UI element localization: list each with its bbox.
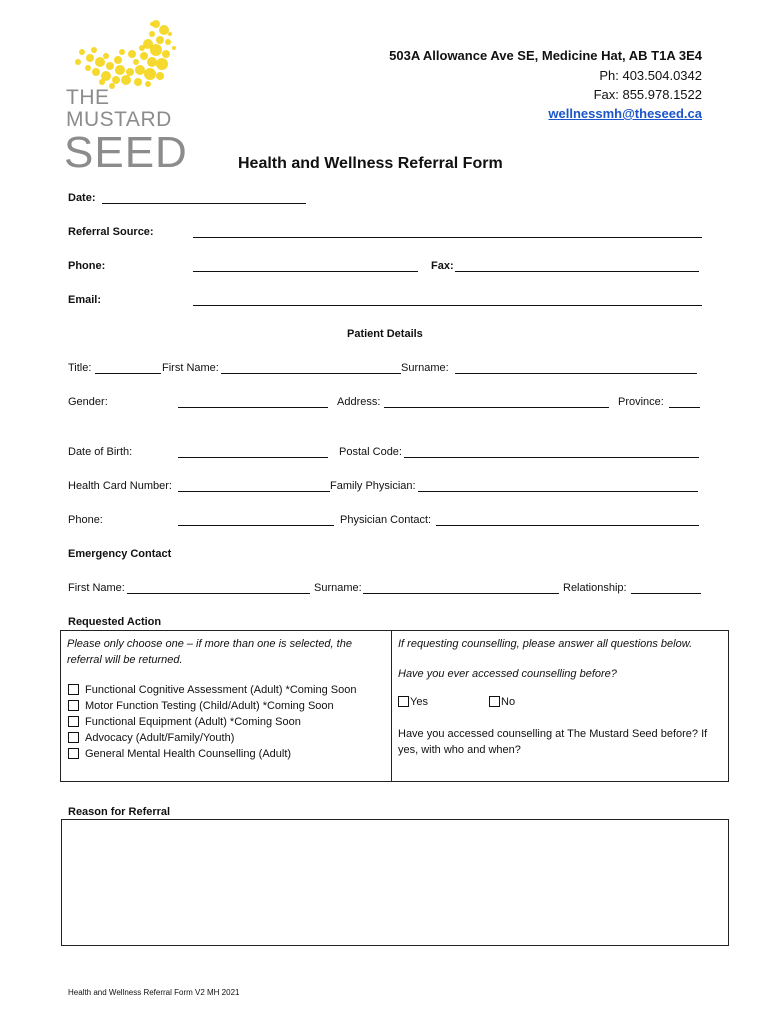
seed-dot <box>140 52 148 60</box>
counselling-question-2-line-2: yes, with who and when? <box>398 744 521 756</box>
checkbox-icon[interactable] <box>68 700 79 711</box>
seed-dot <box>114 56 122 64</box>
counselling-yes-option[interactable] <box>398 696 428 708</box>
logo-text-seed: SEED <box>64 128 188 177</box>
seed-dot <box>159 25 169 35</box>
patient-health-card-field[interactable] <box>178 491 330 492</box>
date-field[interactable] <box>102 203 306 204</box>
header-phone: Ph: 403.504.0342 <box>599 68 702 83</box>
form-title: Health and Wellness Referral Form <box>238 155 503 172</box>
patient-family-physician-field[interactable] <box>418 491 698 492</box>
emergency-contact-heading: Emergency Contact <box>68 548 172 560</box>
seed-dot <box>121 75 131 85</box>
emergency-surname-field[interactable] <box>363 593 559 594</box>
checkbox-icon[interactable] <box>68 732 79 743</box>
emergency-relationship-label: Relationship: <box>563 582 627 594</box>
patient-dob-field[interactable] <box>178 457 328 458</box>
emergency-relationship-field[interactable] <box>631 593 701 594</box>
referral-phone-field[interactable] <box>193 271 418 272</box>
option-motor-function[interactable] <box>68 700 334 712</box>
seed-dot <box>139 45 145 51</box>
seed-dot <box>168 32 172 36</box>
seed-dot <box>156 72 164 80</box>
referral-fax-label: Fax: <box>431 260 454 272</box>
seed-dot <box>91 47 97 53</box>
requested-action-right-panel <box>391 630 729 782</box>
seed-dot <box>144 68 156 80</box>
header-fax: Fax: 855.978.1522 <box>593 87 702 102</box>
checkbox-icon[interactable] <box>398 696 409 707</box>
header-address: 503A Allowance Ave SE, Medicine Hat, AB T1A 3E4 <box>389 48 702 63</box>
requested-action-heading: Requested Action <box>68 616 162 628</box>
counselling-question-2-line-1: Have you accessed counselling at The Mustard Seed before? If <box>398 728 708 740</box>
seed-dot <box>75 59 81 65</box>
seed-dot <box>134 78 142 86</box>
seed-dot <box>85 65 91 71</box>
seed-dot <box>162 50 170 58</box>
patient-family-physician-label: Family Physician: <box>330 480 416 492</box>
counselling-question-1: Have you ever accessed counselling before? <box>398 668 617 680</box>
patient-phone-field[interactable] <box>178 525 334 526</box>
seed-dot <box>119 49 125 55</box>
patient-dob-label: Date of Birth: <box>68 446 133 458</box>
patient-first-name-label: First Name: <box>162 362 219 374</box>
patient-title-label: Title: <box>68 362 92 374</box>
seed-dot <box>109 83 115 89</box>
logo-text-the: THE <box>66 86 110 109</box>
patient-details-heading: Patient Details <box>347 328 423 340</box>
patient-phone-label: Phone: <box>68 514 103 526</box>
patient-postal-code-label: Postal Code: <box>339 446 402 458</box>
header-email-link[interactable]: wellnessmh@theseed.ca <box>548 106 702 121</box>
seed-dot <box>150 22 154 26</box>
seed-dot <box>172 46 176 50</box>
option-advocacy[interactable] <box>68 732 234 744</box>
option-label: Motor Function Testing (Child/Adult) *Coming Soon <box>85 700 334 712</box>
seed-dot <box>112 76 120 84</box>
no-label: No <box>501 696 516 708</box>
patient-province-field[interactable] <box>669 407 700 408</box>
patient-surname-field[interactable] <box>455 373 697 374</box>
seed-dot <box>147 57 157 67</box>
checkbox-icon[interactable] <box>68 684 79 695</box>
checkbox-icon[interactable] <box>489 696 500 707</box>
seed-dot <box>145 81 151 87</box>
seed-dot <box>126 68 134 76</box>
footer-text: Health and Wellness Referral Form V2 MH 2021 <box>68 988 240 997</box>
patient-surname-label: Surname: <box>401 362 449 374</box>
emergency-surname-label: Surname: <box>314 582 362 594</box>
seed-dot <box>115 65 125 75</box>
seed-dot <box>156 36 164 44</box>
seed-dot <box>135 65 145 75</box>
option-general-counselling[interactable] <box>68 748 291 760</box>
option-label: Functional Equipment (Adult) *Coming Soon <box>85 716 301 728</box>
counselling-note: If requesting counselling, please answer all questions below. <box>398 638 693 650</box>
seed-dot <box>79 49 85 55</box>
patient-physician-contact-label: Physician Contact: <box>340 514 432 526</box>
seed-dot <box>156 58 168 70</box>
seed-dot <box>103 53 109 59</box>
emergency-first-name-label: First Name: <box>68 582 125 594</box>
reason-heading: Reason for Referral <box>68 806 171 818</box>
referral-fax-field[interactable] <box>455 271 699 272</box>
logo-text-mustard: MUSTARD <box>66 108 172 131</box>
seed-dot <box>149 31 155 37</box>
patient-physician-contact-field[interactable] <box>436 525 699 526</box>
logo <box>60 18 188 177</box>
seed-dot <box>133 59 139 65</box>
seed-dot <box>99 79 105 85</box>
seed-dot <box>150 44 162 56</box>
seed-dot <box>106 62 114 70</box>
checkbox-icon[interactable] <box>68 716 79 727</box>
patient-first-name-field[interactable] <box>221 373 401 374</box>
seed-dot <box>92 68 100 76</box>
referral-phone-label: Phone: <box>68 260 106 272</box>
patient-gender-field[interactable] <box>178 407 328 408</box>
patient-title-field[interactable] <box>95 373 161 374</box>
seed-dot <box>165 39 171 45</box>
date-label: Date: <box>68 192 96 204</box>
checkbox-icon[interactable] <box>68 748 79 759</box>
requested-action-instruction-2: referral will be returned. <box>67 654 183 666</box>
seed-dot <box>86 54 94 62</box>
yes-label: Yes <box>410 696 428 708</box>
option-label: General Mental Health Counselling (Adult) <box>85 748 292 760</box>
option-label: Advocacy (Adult/Family/Youth) <box>85 732 235 744</box>
option-functional-cognitive[interactable] <box>68 684 356 696</box>
requested-action-instruction-1: Please only choose one – if more than one is selected, the <box>67 638 352 650</box>
emergency-first-name-field[interactable] <box>127 593 310 594</box>
reason-text-area[interactable] <box>61 819 729 946</box>
patient-postal-code-field[interactable] <box>404 457 699 458</box>
patient-province-label: Province: <box>618 396 664 408</box>
referral-email-label: Email: <box>68 294 102 306</box>
counselling-no-option[interactable] <box>489 696 515 708</box>
patient-address-label: Address: <box>337 396 381 408</box>
referral-email-field[interactable] <box>193 305 702 306</box>
option-label: Functional Cognitive Assessment (Adult) *Coming Soon <box>85 684 357 696</box>
referral-source-label: Referral Source: <box>68 226 154 238</box>
patient-gender-label: Gender: <box>68 396 108 408</box>
patient-health-card-label: Health Card Number: <box>68 480 172 492</box>
seed-dot <box>128 50 136 58</box>
option-functional-equipment[interactable] <box>68 716 301 728</box>
seed-dot <box>95 57 105 67</box>
patient-address-field[interactable] <box>384 407 609 408</box>
referral-source-field[interactable] <box>193 237 702 238</box>
